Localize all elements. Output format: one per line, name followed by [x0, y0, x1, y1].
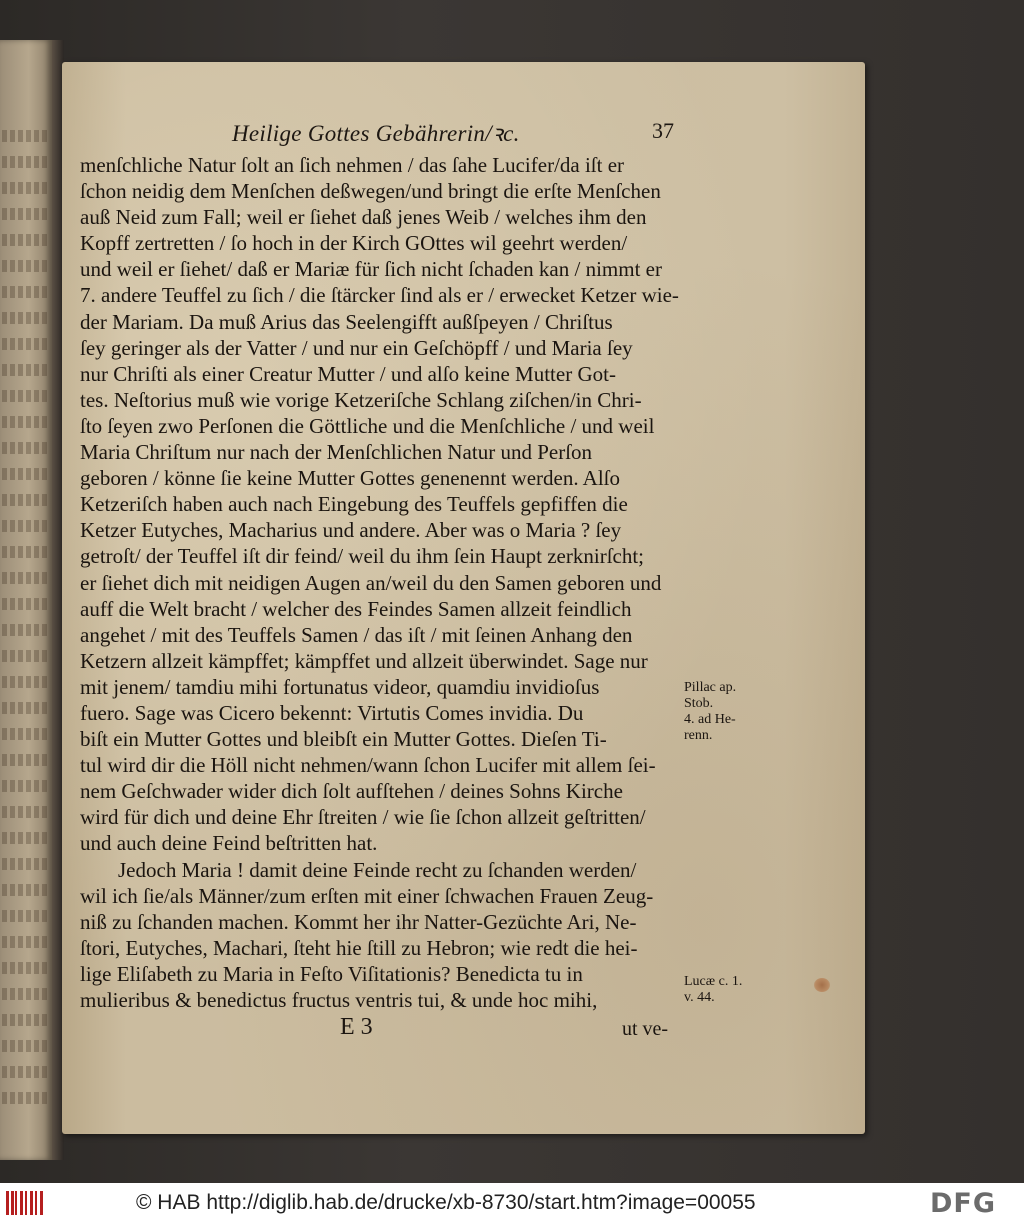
paper-stain	[814, 978, 830, 992]
hab-barcode-logo-icon	[6, 1191, 44, 1215]
body-text	[80, 152, 680, 1013]
text-line: und weil er ſiehet/ daß er Mariæ für ſich nicht ſchaden kan / nimmt er	[80, 257, 662, 282]
text-line: Ketzeriſch haben auch nach Eingebung des Teuffels gepfiffen die	[80, 492, 628, 517]
facing-page-text-trace	[2, 260, 50, 272]
facing-page-text-trace	[2, 936, 50, 948]
text-line: Ketzer Eutyches, Macharius und andere. Aber was o Maria ? ſey	[80, 518, 622, 543]
text-line: mit jenem/ tamdiu mihi fortunatus videor, quamdiu invidioſus	[80, 674, 600, 699]
facing-page-text-trace	[2, 624, 50, 636]
facing-page-text-trace	[2, 1014, 50, 1026]
facing-page-text-trace	[2, 312, 50, 324]
facing-page-text-trace	[2, 780, 50, 792]
facing-page-text-trace	[2, 182, 50, 194]
text-line: Ketzern allzeit kämpffet; kämpffet und allzeit überwindet. Sage nur	[80, 648, 648, 673]
text-line: 7. andere Teuffel zu ſich / die ſtärcker ſind als er / erwecket Ketzer wie-	[80, 283, 679, 308]
facing-page-text-trace	[2, 416, 50, 428]
margin-note-citation	[684, 680, 736, 744]
margin-note-line: v. 44.	[684, 990, 715, 1005]
facing-page-text-trace	[2, 494, 50, 506]
text-line: wil ich ſie/als Männer/zum erſten mit einer ſchwachen Frauen Zeug-	[80, 883, 654, 908]
facing-page-text-trace	[2, 1092, 50, 1104]
facing-page-text-trace	[2, 1040, 50, 1052]
margin-note-scripture	[684, 974, 742, 1006]
text-line: wird für dich und deine Ehr ſtreiten / wie ſie ſchon allzeit geſtritten/	[80, 805, 646, 830]
facing-page-text-trace	[2, 702, 50, 714]
facing-page-text-trace	[2, 650, 50, 662]
facing-page-text-trace	[2, 234, 50, 246]
text-line: ſey geringer als der Vatter / und nur ein Geſchöpff / und Maria ſey	[80, 335, 633, 360]
facing-page-text-trace	[2, 286, 50, 298]
margin-note-line: Pillac ap.	[684, 680, 737, 695]
text-line: tes. Neſtorius muß wie vorige Ketzeriſche Schlang ziſchen/in Chri-	[80, 387, 642, 412]
facing-page-text-trace	[2, 442, 50, 454]
text-line: biſt ein Mutter Gottes und bleibſt ein Mutter Gottes. Dieſen Ti-	[80, 727, 607, 752]
facing-page-text-trace	[2, 208, 50, 220]
text-line: und auch deine Feind beſtritten hat.	[80, 831, 378, 856]
catchword: ut ve-	[622, 1018, 669, 1040]
facing-page-text-trace	[2, 832, 50, 844]
text-line: menſchliche Natur ſolt an ſich nehmen / das ſahe Lucifer/da iſt er	[80, 153, 625, 177]
facing-page-text-trace	[2, 754, 50, 766]
text-line: mulieribus & benedictus fructus ventris tui, & unde hoc mihi,	[80, 988, 598, 1012]
facing-page-text-trace	[2, 338, 50, 350]
text-line: der Mariam. Da muß Arius das Seelengifft außſpeyen / Chriſtus	[80, 309, 613, 334]
facing-page-text-trace	[2, 390, 50, 402]
left-page-edge	[0, 40, 52, 1160]
dfg-logo: DFG	[930, 1188, 997, 1219]
text-line: lige Eliſabeth zu Maria in Feſto Viſitationis? Benedicta tu in	[80, 961, 583, 986]
facing-page-text-trace	[2, 130, 50, 142]
text-line: ſtori, Eutyches, Machari, ſteht hie ſtill zu Hebron; wie redt die hei-	[80, 935, 638, 960]
copyright-link[interactable]: © HAB http://diglib.hab.de/drucke/xb-8730/start.htm?image=00055	[136, 1191, 756, 1214]
text-line: auß Neid zum Fall; weil er ſiehet daß jenes Weib / welches ihm den	[80, 205, 647, 230]
facing-page-text-trace	[2, 988, 50, 1000]
text-line: Kopff zertretten / ſo hoch in der Kirch GOttes wil geehrt werden/	[80, 231, 628, 256]
text-line: angehet / mit des Teuffels Samen / das iſt / mit ſeinen Anhang den	[80, 622, 633, 647]
facing-page-text-trace	[2, 858, 50, 870]
facing-page-text-trace	[2, 156, 50, 168]
text-line: auff die Welt bracht / welcher des Feindes Samen allzeit feindlich	[80, 596, 632, 621]
book-page	[62, 62, 865, 1134]
margin-note-line: 4. ad He-	[684, 712, 736, 727]
facing-page-text-trace	[2, 598, 50, 610]
text-line: Maria Chriſtum nur nach der Menſchlichen Natur und Perſon	[80, 440, 593, 465]
text-line: ſto ſeyen zwo Perſonen die Göttliche und die Menſchliche / und weil	[80, 413, 655, 438]
text-line: Jedoch Maria ! damit deine Feinde recht zu ſchanden werden/	[118, 857, 637, 882]
page-number: 37	[652, 118, 674, 143]
facing-page-text-trace	[2, 546, 50, 558]
facing-page-text-trace	[2, 728, 50, 740]
facing-page-text-trace	[2, 468, 50, 480]
facing-page-text-trace	[2, 364, 50, 376]
signature-mark: E 3	[340, 1014, 373, 1040]
text-line: nur Chriſti als einer Creatur Mutter / und alſo keine Mutter Got-	[80, 361, 616, 386]
text-line: getroſt/ der Teuffel iſt dir feind/ weil du ihm ſein Haupt zerknirſcht;	[80, 544, 645, 569]
text-line: tul wird dir die Höll nicht nehmen/wann ſchon Lucifer mit allem ſei-	[80, 753, 656, 778]
facing-page-text-trace	[2, 884, 50, 896]
margin-note-line: Lucæ c. 1.	[684, 974, 743, 989]
margin-note-line: renn.	[684, 728, 713, 743]
text-line: nem Geſchwader wider dich ſolt aufſtehen / deines Sohns Kirche	[80, 779, 623, 804]
facing-page-text-trace	[2, 806, 50, 818]
text-line: fuero. Sage was Cicero bekennt: Virtutis Comes invidia. Du	[80, 700, 584, 725]
facing-page-text-trace	[2, 1066, 50, 1078]
margin-note-line: Stob.	[684, 696, 714, 711]
running-header: Heilige Gottes Gebährerin/ꝛc.	[232, 121, 520, 146]
text-line: niß zu ſchanden machen. Kommt her ihr Natter-Gezüchte Ari, Ne-	[80, 909, 637, 934]
facing-page-text-trace	[2, 572, 50, 584]
facing-page-text-trace	[2, 910, 50, 922]
text-line: ſchon neidig dem Menſchen deßwegen/und bringt die erſte Menſchen	[80, 179, 661, 204]
facing-page-text-trace	[2, 520, 50, 532]
facing-page-text-trace	[2, 676, 50, 688]
footer-bar	[0, 1183, 1024, 1223]
facing-page-text-trace	[2, 962, 50, 974]
text-line: er ſiehet dich mit neidigen Augen an/weil du den Samen geboren und	[80, 570, 662, 595]
text-line: geboren / könne ſie keine Mutter Gottes genenennt werden. Alſo	[80, 466, 621, 491]
